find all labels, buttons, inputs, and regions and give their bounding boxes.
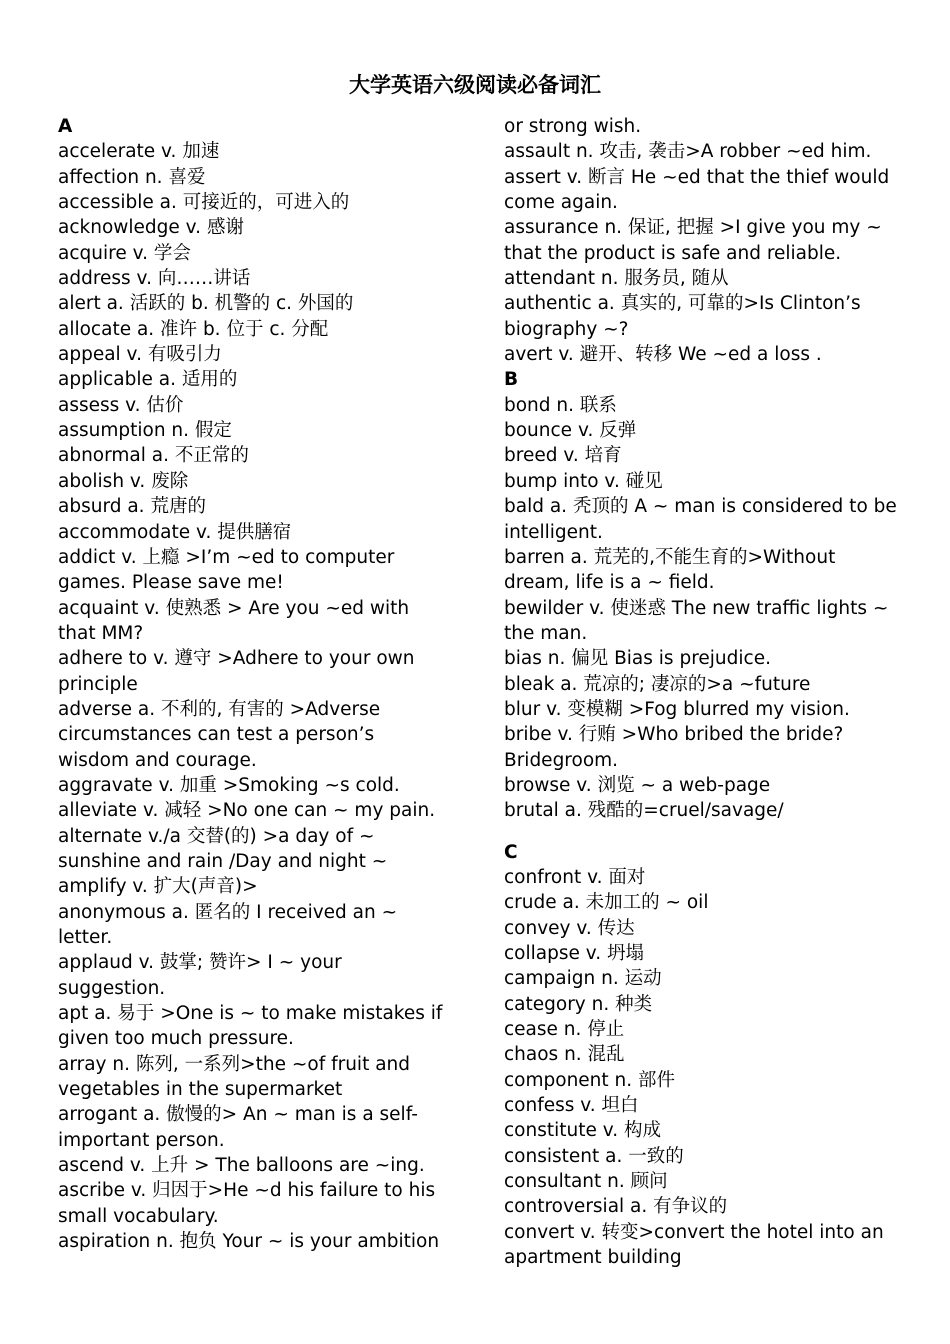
vocab-line: vegetables in the supermarket <box>58 1079 343 1101</box>
vocab-line: amplify v. 扩大(声音)> <box>58 876 258 898</box>
vocab-line: assert v. 断言 He ~ed that the thief would <box>504 166 890 188</box>
left-column <box>58 114 448 1254</box>
vocab-line: bribe v. 行贿 >Who bribed the bride? <box>504 724 844 746</box>
vocab-line: adverse a. 不利的, 有害的 >Adverse <box>58 698 381 720</box>
right-column <box>504 114 904 1270</box>
vocab-line: important person. <box>58 1129 225 1151</box>
vocab-line: acquaint v. 使熟悉 > Are you ~ed with <box>58 597 410 619</box>
vocab-line: consistent a. 一致的 <box>504 1145 684 1167</box>
vocab-line: ascribe v. 归因于>He ~d his failure to his <box>58 1180 436 1202</box>
vocab-line: barren a. 荒芜的,不能生育的>Without <box>504 546 836 568</box>
section-letter-heading: B <box>504 369 519 391</box>
vocab-line: games. Please save me! <box>58 572 284 594</box>
vocab-line: given too much pressure. <box>58 1028 294 1050</box>
vocab-line: attendant n. 服务员, 随从 <box>504 268 729 290</box>
vocab-line: letter. <box>58 927 113 948</box>
vocab-line: assault n. 攻击, 袭击>A robber ~ed him. <box>504 141 872 163</box>
vocab-line: assurance n. 保证, 把握 >I give you my ~ <box>504 217 882 239</box>
vocab-line: ascend v. 上升 > The balloons are ~ing. <box>58 1155 425 1177</box>
vocab-line: bald a. 秃顶的 A ~ man is considered to be <box>504 496 897 518</box>
vocab-line: blur v. 变模糊 >Fog blurred my vision. <box>504 698 850 720</box>
vocab-line: controversial a. 有争议的 <box>504 1196 728 1218</box>
vocab-line: array n. 陈列, 一系列>the ~of fruit and <box>58 1053 411 1075</box>
vocab-line: component n. 部件 <box>504 1069 676 1091</box>
vocab-line: bump into v. 碰见 <box>504 470 663 492</box>
vocab-line: browse v. 浏览 ~ a web-page <box>504 774 771 796</box>
vocab-line: biography ~? <box>504 318 629 340</box>
vocab-line: alert a. 活跃的 b. 机警的 c. 外国的 <box>58 293 354 315</box>
vocab-line: apartment building <box>504 1247 682 1269</box>
vocab-line: or strong wish. <box>504 116 642 137</box>
vocab-line: assumption n. 假定 <box>58 420 232 442</box>
vocab-line: accelerate v. 加速 <box>58 141 220 163</box>
vocab-line: addict v. 上瘾 >I’m ~ed to computer <box>58 546 395 568</box>
vocab-line: consultant n. 顾问 <box>504 1171 668 1193</box>
vocab-line: accessible a. 可接近的，可进入的 <box>58 192 350 214</box>
vocab-line: convey v. 传达 <box>504 917 635 939</box>
vocab-line: constitute v. 构成 <box>504 1120 662 1142</box>
vocab-line: come again. <box>504 192 618 214</box>
vocab-line: cease n. 停止 <box>504 1019 625 1041</box>
vocab-line: suggestion. <box>58 977 166 999</box>
vocab-line: apt a. 易于 >One is ~ to make mistakes if <box>58 1003 443 1025</box>
vocab-line: small vocabulary. <box>58 1205 219 1227</box>
spacer <box>504 824 904 840</box>
vocab-line: address v. 向……讲话 <box>58 268 251 290</box>
section-letter-heading: C <box>504 841 518 863</box>
vocab-line: bleak a. 荒凉的; 凄凉的>a ~future <box>504 673 811 695</box>
vocab-line: anonymous a. 匿名的 I received an ~ <box>58 901 398 923</box>
vocab-line: breed v. 培育 <box>504 445 622 467</box>
vocab-line: authentic a. 真实的, 可靠的>Is Clinton’s <box>504 293 861 315</box>
vocab-line: category n. 种类 <box>504 993 653 1015</box>
vocab-line: acknowledge v. 感谢 <box>58 217 244 239</box>
vocab-line: alternate v./a 交替(的) >a day of ~ <box>58 825 375 847</box>
vocab-line: circumstances can test a person’s <box>58 724 375 746</box>
vocab-line: campaign n. 运动 <box>504 968 662 990</box>
vocab-line: arrogant a. 傲慢的> An ~ man is a self- <box>58 1104 418 1126</box>
vocab-line: abolish v. 废除 <box>58 470 189 492</box>
vocab-line: the man. <box>504 622 588 644</box>
vocab-line: assess v. 估价 <box>58 394 184 416</box>
vocab-line: sunshine and rain /Day and night ~ <box>58 850 388 872</box>
vocab-line: alleviate v. 减轻 >No one can ~ my pain. <box>58 800 436 822</box>
vocab-line: brutal a. 残酷的=cruel/savage/ <box>504 800 784 822</box>
vocab-line: intelligent. <box>504 521 603 543</box>
vocab-line: adhere to v. 遵守 >Adhere to your own <box>58 648 415 670</box>
vocab-line: bounce v. 反弹 <box>504 420 637 442</box>
vocab-line: that MM? <box>58 622 144 644</box>
vocab-line: chaos n. 混乱 <box>504 1044 625 1066</box>
page-title: 大学英语六级阅读必备词汇 <box>349 73 601 97</box>
vocab-line: appeal v. 有吸引力 <box>58 344 222 366</box>
vocab-line: bond n. 联系 <box>504 394 617 416</box>
vocab-line: bewilder v. 使迷惑 The new traffic lights ~ <box>504 597 889 619</box>
vocab-line: bias n. 偏见 Bias is prejudice. <box>504 648 771 670</box>
vocab-line: absurd a. 荒唐的 <box>58 496 206 518</box>
vocab-line: applicable a. 适用的 <box>58 369 238 391</box>
vocab-line: collapse v. 坍塌 <box>504 943 645 964</box>
vocab-line: aggravate v. 加重 >Smoking ~s cold. <box>58 774 400 796</box>
vocab-line: affection n. 喜爱 <box>58 166 206 188</box>
vocab-line: confront v. 面对 <box>504 866 646 888</box>
vocab-line: avert v. 避开、转移 We ~ed a loss . <box>504 344 822 366</box>
vocab-line: principle <box>58 673 138 695</box>
vocab-line: applaud v. 鼓掌; 赞许> I ~ your <box>58 952 342 974</box>
vocab-line: accommodate v. 提供膳宿 <box>58 521 292 543</box>
vocab-line: abnormal a. 不正常的 <box>58 445 249 467</box>
vocab-line: aspiration n. 抱负 Your ~ is your ambition <box>58 1231 440 1253</box>
vocab-line: that the product is safe and reliable. <box>504 242 842 264</box>
vocab-line: confess v. 坦白 <box>504 1095 639 1117</box>
vocab-line: Bridegroom. <box>504 749 619 771</box>
vocab-line: crude a. 未加工的 ~ oil <box>504 892 709 914</box>
vocab-line: allocate a. 准许 b. 位于 c. 分配 <box>58 318 329 340</box>
vocab-line: convert v. 转变>convert the hotel into an <box>504 1221 884 1243</box>
section-letter-heading: A <box>58 116 73 137</box>
vocab-line: wisdom and courage. <box>58 749 257 771</box>
vocab-line: acquire v. 学会 <box>58 242 191 264</box>
vocab-line: dream, life is a ~ field. <box>504 572 715 594</box>
